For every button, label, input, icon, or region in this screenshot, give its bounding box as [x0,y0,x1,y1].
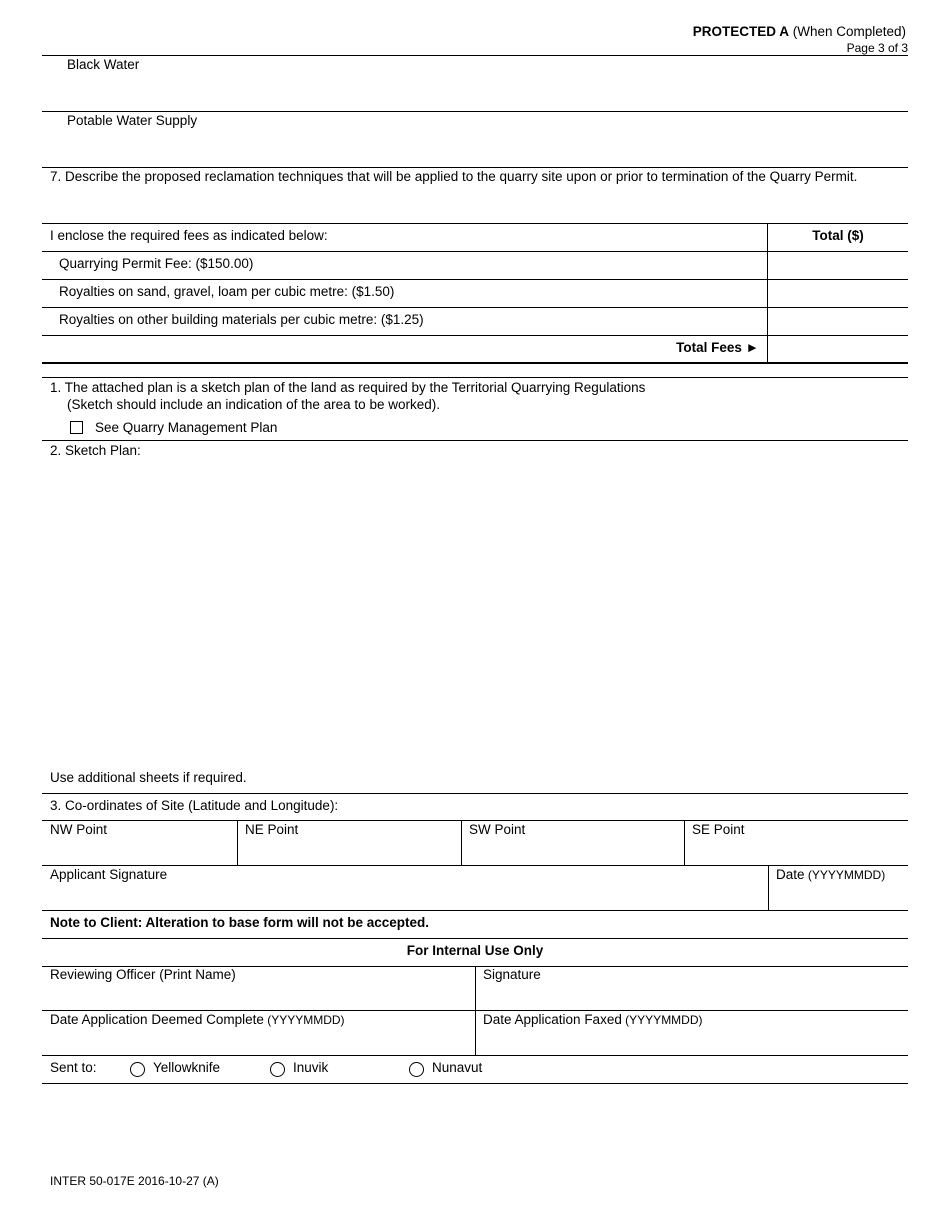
faxed-text: Date Application Faxed [483,1012,622,1027]
fee-row-amount-input[interactable] [772,282,902,304]
se-point-label: SE Point [692,822,745,837]
black-water-label: Black Water [67,57,140,72]
sketch-plan-area[interactable] [42,462,908,762]
fee-row-label: Quarrying Permit Fee: ($150.00) [59,256,254,271]
black-water-field[interactable] [67,76,905,108]
coordinates-title: 3. Co-ordinates of Site (Latitude and Longitude): [50,798,339,813]
date-text: Date [776,867,805,882]
form-id: INTER 50-017E 2016-10-27 (A) [50,1174,219,1188]
reclamation-field[interactable] [50,188,905,220]
applicant-signature-label: Applicant Signature [50,867,168,882]
nw-point-label: NW Point [50,822,108,837]
yellowknife-label: Yellowknife [153,1060,221,1075]
reviewing-officer-input[interactable] [50,985,470,1005]
fee-row-amount-input[interactable] [772,254,902,276]
total-fees-input[interactable] [772,338,902,360]
page-number: Page 3 of 3 [846,41,908,55]
fee-row-label: Royalties on other building materials per cubic metre: ($1.25) [59,312,424,327]
signature-date-input[interactable] [776,885,902,905]
nw-point-input[interactable] [50,840,232,860]
additional-sheets-note: Use additional sheets if required. [50,770,247,785]
coordinates-divider [461,820,462,865]
divider [42,55,908,56]
fee-row-label: Royalties on sand, gravel, loam per cubic metre: ($1.50) [59,284,395,299]
coordinates-divider [684,820,685,865]
date-format: (YYYYMMDD) [804,868,886,882]
divider [42,793,908,794]
potable-water-field[interactable] [67,132,905,164]
protected-designation [693,24,906,40]
quarry-management-plan-checkbox[interactable] [70,421,83,434]
quarry-management-plan-label: See Quarry Management Plan [95,420,278,435]
play-arrow-icon: ► [745,340,759,355]
divider [42,111,908,112]
deemed-complete-text: Date Application Deemed Complete [50,1012,264,1027]
deemed-complete-label [50,1012,345,1028]
deemed-complete-format: (YYYYMMDD) [263,1013,345,1027]
divider [42,910,908,911]
yellowknife-radio[interactable] [130,1062,145,1077]
protected-qualifier: (When Completed) [788,24,906,39]
divider [42,307,908,308]
divider [42,1055,908,1056]
divider [42,279,908,280]
fees-intro: I enclose the required fees as indicated below: [50,228,328,243]
faxed-format: (YYYYMMDD) [621,1013,703,1027]
divider [42,362,908,364]
reviewing-officer-label: Reviewing Officer (Print Name) [50,967,236,982]
total-fees-label [676,340,759,356]
ne-point-input[interactable] [245,840,455,860]
signature-date-label [776,867,885,883]
coordinates-divider [237,820,238,865]
divider [42,1083,908,1084]
plan-question-line1: 1. The attached plan is a sketch plan of the land as required by the Territorial Quarrying Regulations [50,380,646,395]
fee-row-amount-input[interactable] [772,310,902,332]
divider [42,335,908,336]
signature-divider [768,865,769,910]
fees-total-header: Total ($) [812,228,864,243]
divider [42,251,908,252]
reclamation-question: 7. Describe the proposed reclamation techniques that will be applied to the quarry site upon or prior to termination of the Quarry Permit. [50,169,858,184]
internal-signature-label: Signature [483,967,541,982]
nunavut-radio[interactable] [409,1062,424,1077]
se-point-input[interactable] [692,840,902,860]
divider [42,223,908,224]
nunavut-label: Nunavut [432,1060,483,1075]
divider [42,167,908,168]
client-note: Note to Client: Alteration to base form will not be accepted. [50,915,430,930]
divider [42,440,908,441]
protected-label: PROTECTED A [692,24,789,39]
ne-point-label: NE Point [245,822,299,837]
sw-point-input[interactable] [469,840,679,860]
inuvik-label: Inuvik [293,1060,329,1075]
divider [42,865,908,866]
divider [42,377,908,378]
divider [42,820,908,821]
sketch-plan-label: 2. Sketch Plan: [50,443,141,458]
total-fees-text: Total Fees [676,340,742,355]
plan-question-line2: (Sketch should include an indication of the area to be worked). [67,397,440,412]
deemed-complete-input[interactable] [50,1030,470,1050]
inuvik-radio[interactable] [270,1062,285,1077]
applicant-signature-input[interactable] [50,885,762,905]
faxed-input[interactable] [483,1030,903,1050]
sent-to-label: Sent to: [50,1060,97,1075]
divider [42,938,908,939]
divider [42,1010,908,1011]
internal-signature-input[interactable] [483,985,903,1005]
sw-point-label: SW Point [469,822,526,837]
potable-water-label: Potable Water Supply [67,113,198,128]
internal-use-title: For Internal Use Only [406,943,544,958]
faxed-label [483,1012,703,1028]
